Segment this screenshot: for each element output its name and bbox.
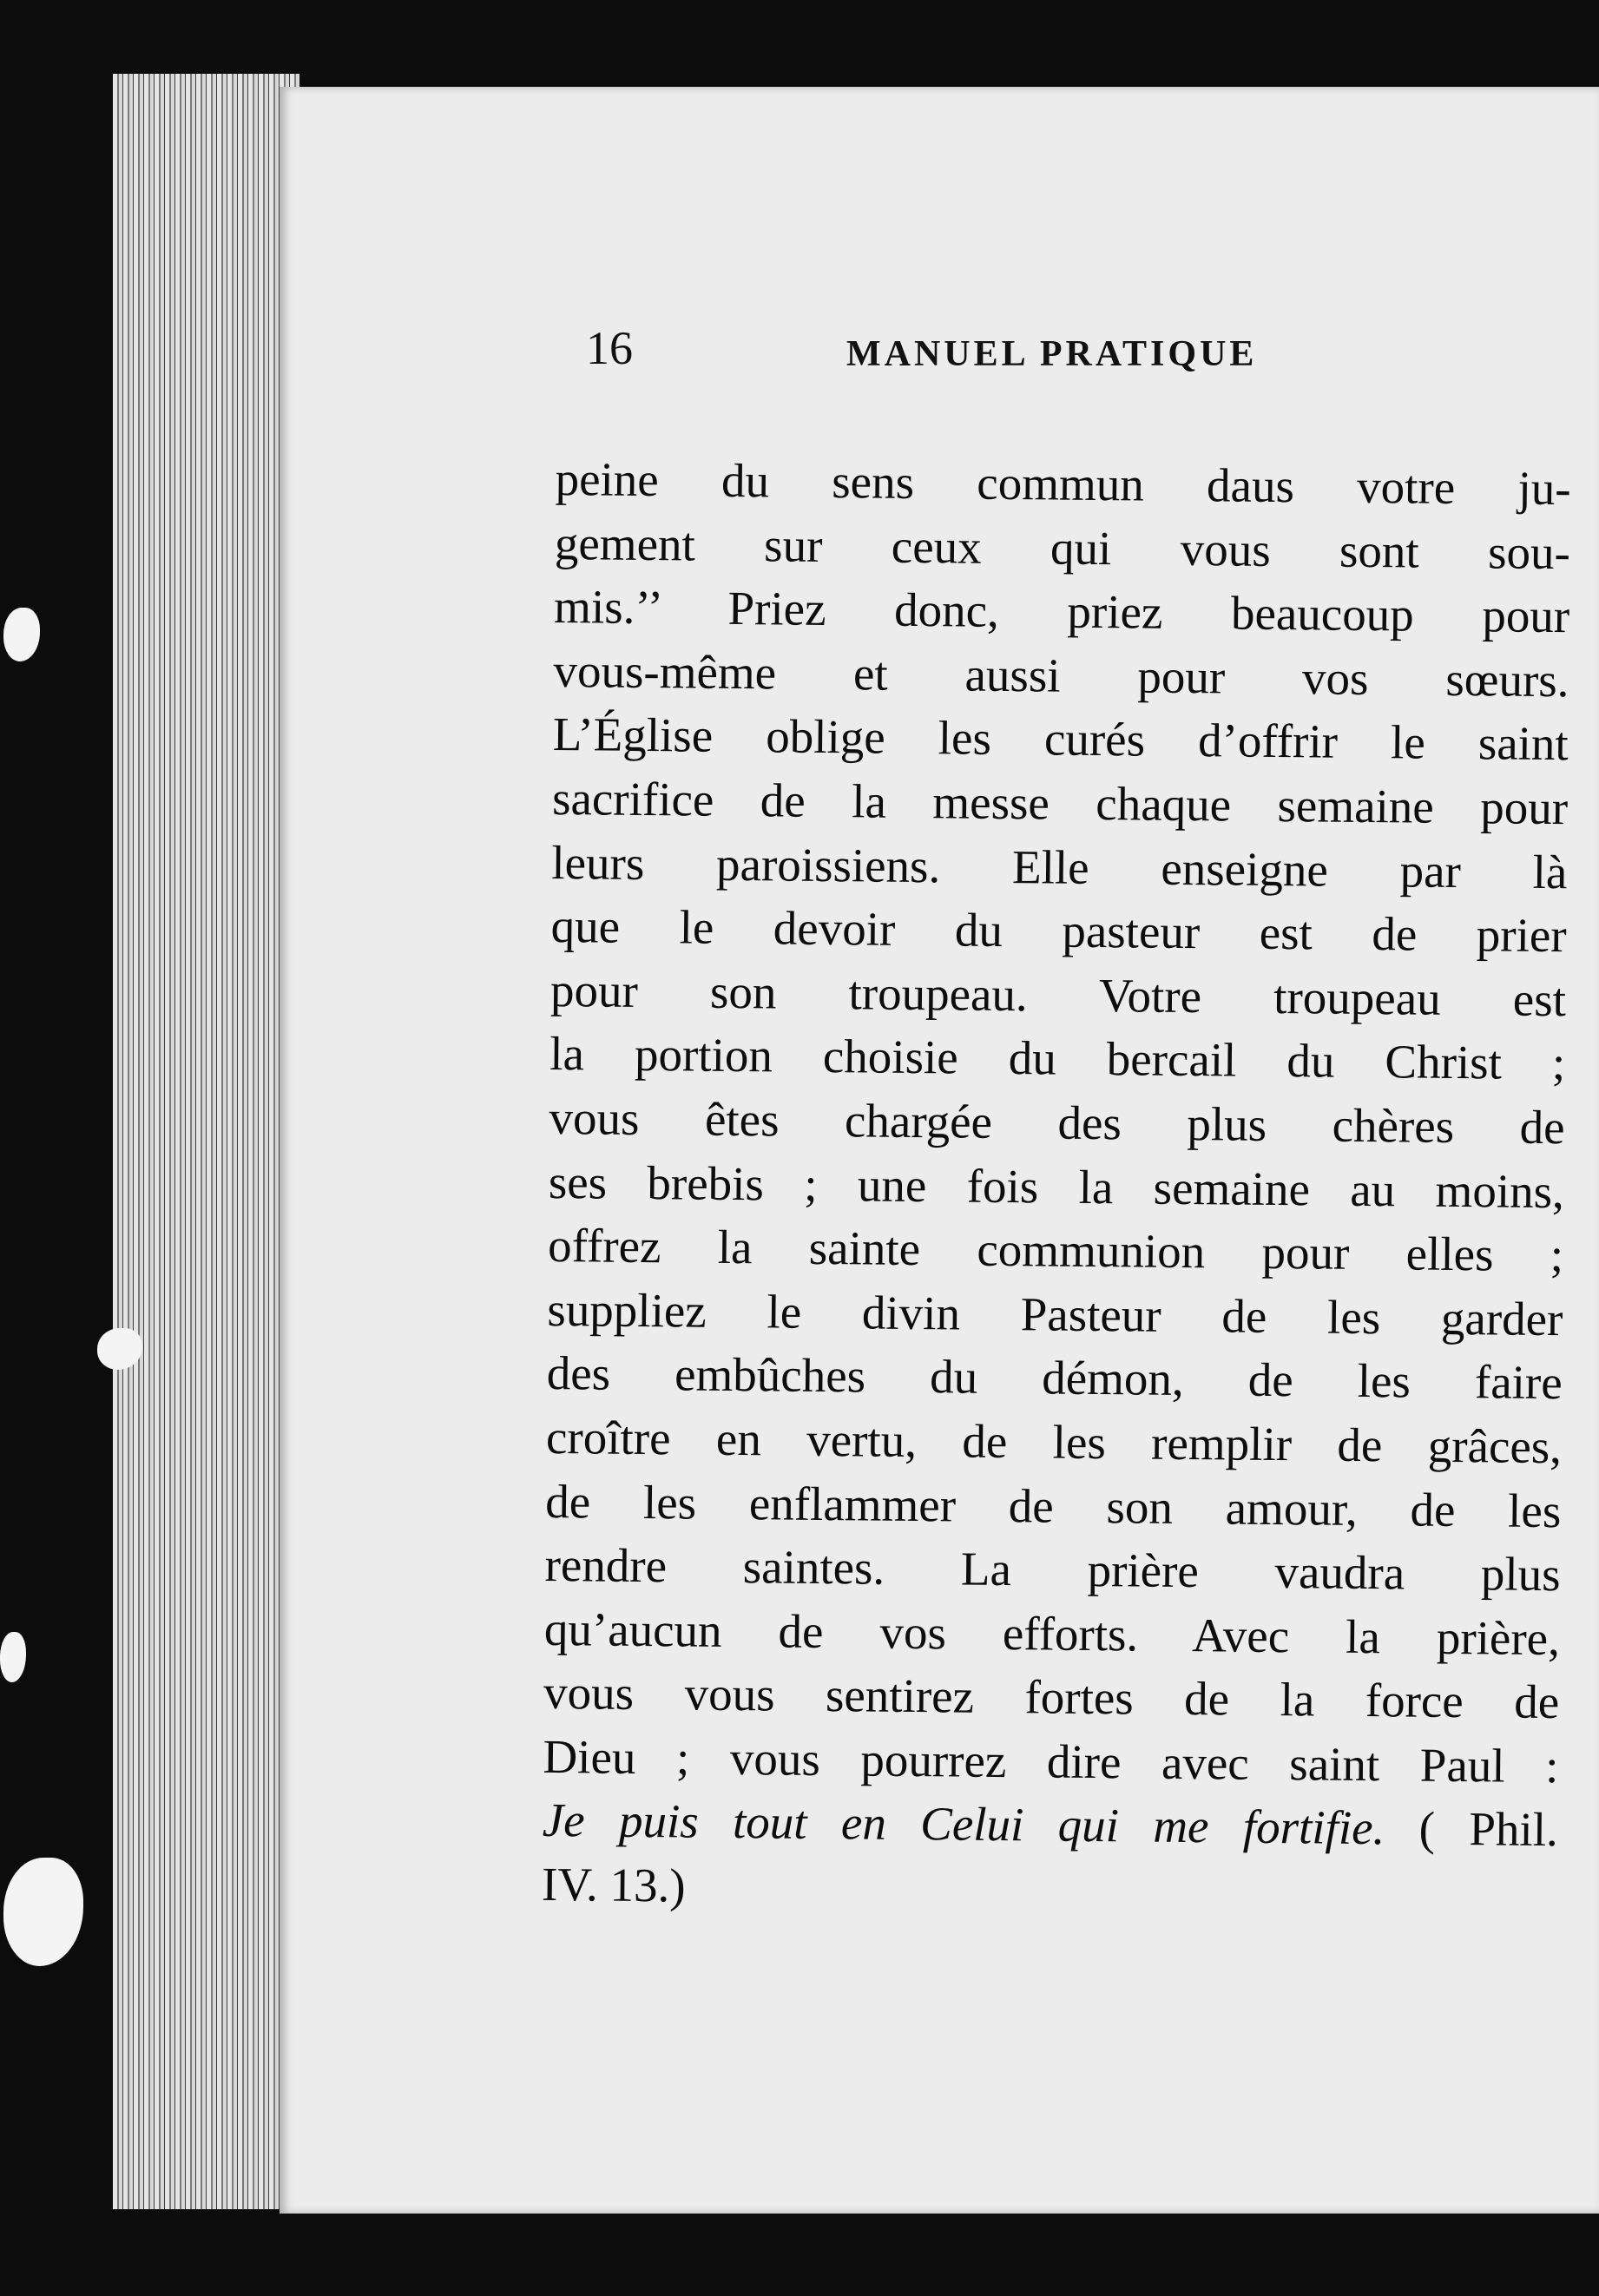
- running-title: MANUEL PRATIQUE: [846, 334, 1258, 374]
- text-line: vous êtes chargée des plus chères de: [549, 1090, 1565, 1155]
- text-line: rendre saintes. La prière vaudra plus: [544, 1538, 1561, 1602]
- text-line: pour son troupeau. Votre troupeau est: [549, 963, 1567, 1026]
- text-line: IV. 13.): [541, 1857, 686, 1912]
- text-line: vous vous sentirez fortes de la force de: [543, 1666, 1560, 1729]
- bottom-border: [0, 2214, 1599, 2296]
- text-line: que le devoir du pasteur est de prier: [550, 899, 1567, 963]
- text-line: qu’aucun de vos efforts. Avec la prière,: [543, 1602, 1561, 1665]
- paper-tear-mark: [3, 1858, 83, 1966]
- text-line: Dieu ; vous pourrez dire avec saint Paul :: [543, 1729, 1559, 1793]
- text-line: suppliez le divin Pasteur de les garder: [547, 1282, 1563, 1345]
- text-line: offrez la sainte communion pour elles ;: [547, 1219, 1564, 1282]
- text-line: vous-même et aussi pour vos sœurs.: [553, 643, 1569, 707]
- text-line: leurs paroissiens. Elle enseigne par là: [551, 835, 1568, 898]
- page-edges: [113, 74, 299, 2209]
- quote-line: [542, 1788, 1558, 1862]
- text-line: ses brebis ; une fois la semaine au moins,: [548, 1155, 1565, 1218]
- body-text: [542, 447, 1571, 1926]
- scripture-quote: Je puis tout en Celui qui me fortifie.: [542, 1793, 1385, 1855]
- text-line: la portion choisie du bercail du Christ ;: [549, 1027, 1566, 1090]
- text-line: des embûches du démon, de les faire: [546, 1346, 1563, 1410]
- text-line: gement sur ceux qui vous sont sou-: [554, 516, 1571, 579]
- text-line: mis.’’ Priez donc, priez beaucoup pour: [553, 580, 1570, 643]
- paper-tear-mark: [3, 608, 40, 661]
- scripture-reference: ( Phil.: [1418, 1802, 1559, 1857]
- page-number: 16: [586, 322, 633, 374]
- text-line: de les enflammer de son amour, de les: [545, 1474, 1562, 1537]
- paper-tear-mark: [0, 1632, 26, 1682]
- text-line: peine du sens commun daus votre ju-: [555, 451, 1571, 516]
- text-line: croître en vertu, de les remplir de grâces,: [545, 1410, 1563, 1474]
- text-line: L’Église oblige les curés d’offrir le saint: [552, 707, 1569, 771]
- text-line: sacrifice de la messe chaque semaine pour: [551, 771, 1569, 835]
